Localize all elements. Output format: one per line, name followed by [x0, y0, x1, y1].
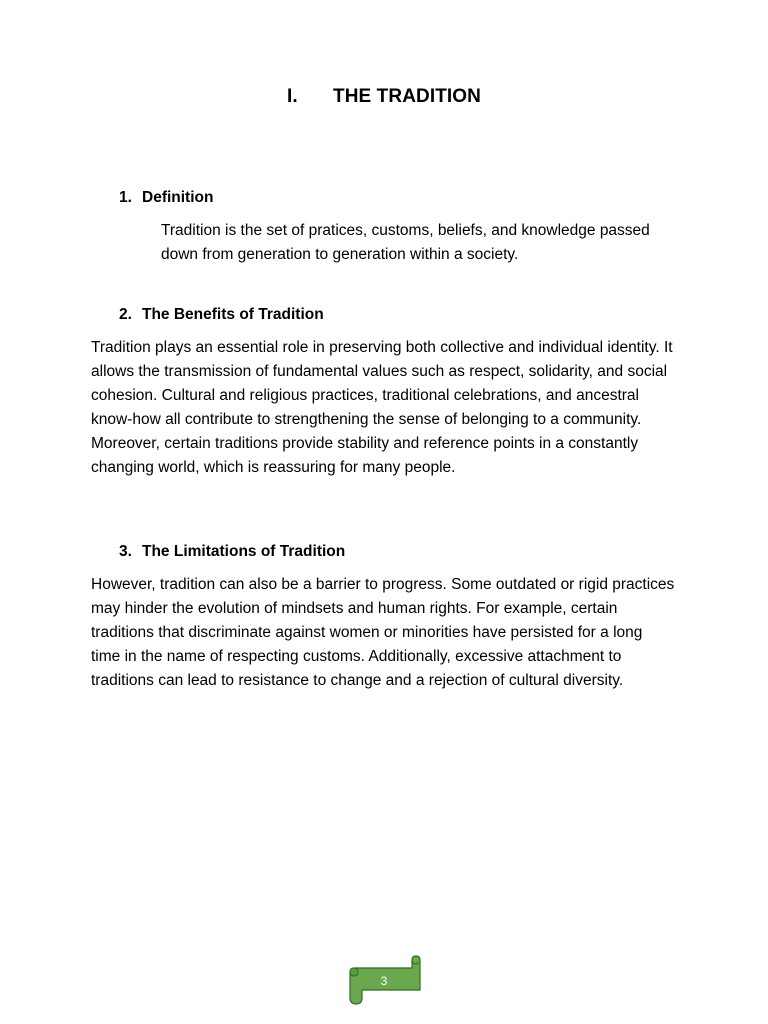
section-number: 2. [119, 306, 132, 323]
benefits-paragraph: Tradition plays an essential role in preserving both collective and individual identity. It allows the transmission of fundamental values such as respect, solidarity, and social cohesion. Cultural and religious practices, traditional celebrations, and ancestral know-how all contribute to strengthening the sense of belonging to a community. Moreover, certain traditions provide stability and reference points in a constantly changing world, which is reassuring for many people. [91, 339, 673, 476]
section-number: 1. [119, 189, 132, 206]
chapter-title [0, 86, 768, 108]
definition-paragraph: Tradition is the set of pratices, customs, beliefs, and knowledge passed down from generation to generation within a society. [161, 222, 650, 263]
section-number: 3. [119, 543, 132, 560]
page-number: 3 [380, 974, 388, 988]
section-heading-text: The Benefits of Tradition [142, 306, 324, 323]
chapter-number: I. [286, 86, 298, 107]
section-heading-definition [119, 189, 213, 207]
chapter-title-text: THE TRADITION [332, 86, 481, 107]
section-heading-benefits [119, 306, 324, 324]
section-heading-text: The Limitations of Tradition [142, 543, 346, 560]
limitations-paragraph: However, tradition can also be a barrier to progress. Some outdated or rigid practices may hinder the evolution of mindsets and human rights. For example, certain traditions that discriminate against women or minorities have persisted for a long time in the name of respecting customs. Additionally, excessive attachment to traditions can lead to resistance to change and a rejection of cultural diversity. [91, 576, 675, 689]
section-heading-text: Definition [142, 189, 214, 206]
section-heading-limitations [119, 543, 345, 561]
